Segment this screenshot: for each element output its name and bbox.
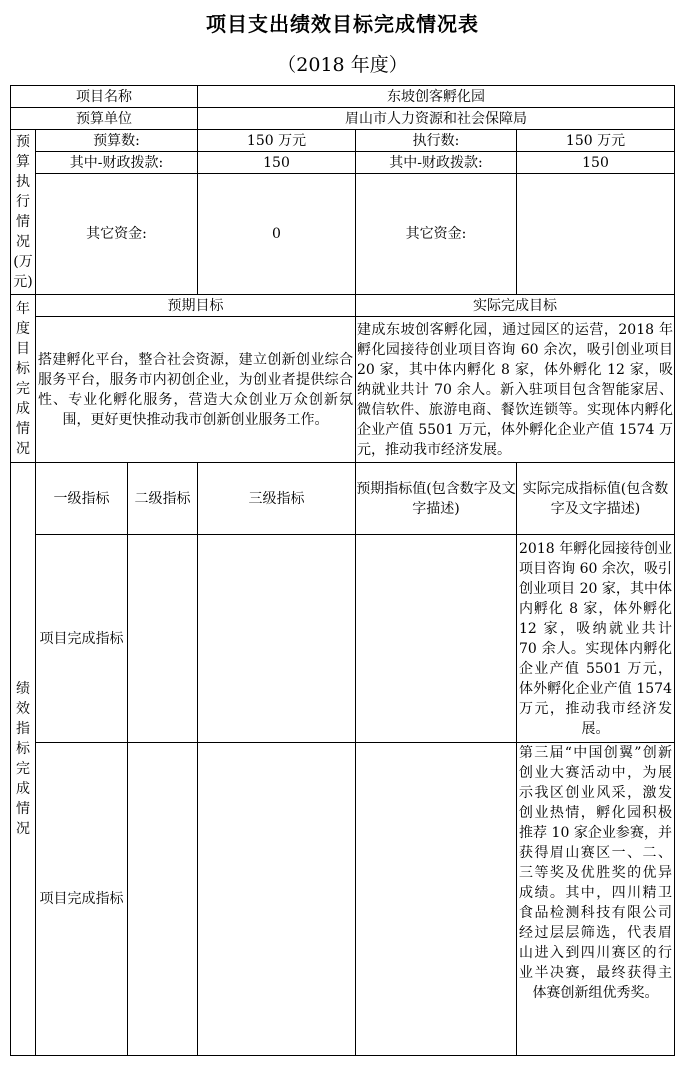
indicator-actual: 2018 年孵化园接待创业项目咨询 60 余次，吸引创业项目 20 家，其中体内孵化 8 家，体外孵化 12 家，吸纳就业共计 70 余人。实现体内孵化企业产值 5501 万元，体外孵化企业产值 1574 万元，推动我市经济发展。 <box>517 535 675 743</box>
budget-amount-row <box>11 130 675 152</box>
budget-amount-value: 150 万元 <box>198 130 356 152</box>
exec-amount-value: 150 万元 <box>517 130 675 152</box>
expected-target-text: 搭建孵化平台，整合社会资源，建立创新创业综合服务平台，服务市内初创企业，为创业者提供综合性、专业化孵化服务，营造大众创业万众创新氛围，更好更快推动我市创新创业服务工作。 <box>36 317 356 463</box>
indicator-level2 <box>128 743 198 1056</box>
annual-header-row <box>11 295 675 317</box>
performance-table <box>10 85 675 1056</box>
other-funds-exec-value <box>517 174 675 295</box>
indicator-col-level2: 二级指标 <box>128 463 198 535</box>
page-subtitle-year: （2018 年度） <box>277 54 408 76</box>
indicator-expected <box>356 743 517 1056</box>
expected-target-header: 预期目标 <box>36 295 356 317</box>
indicator-col-actual: 实际完成指标值(包含数字及文字描述) <box>517 463 675 535</box>
indicator-actual: 第三届“中国创翼”创新创业大赛活动中，为展示我区创业风采，激发创业热情，孵化园积极推荐 10 家企业参赛，并获得眉山赛区一、二、三等奖及优胜奖的优异成绩。其中，四川精卫食品检测科技有限公司经过层层筛选，代表眉山进入到四川赛区的行业半决赛，最终获得主体赛创新组优秀奖。 <box>517 743 675 1056</box>
fiscal-allocation-value: 150 <box>198 152 356 174</box>
indicator-level2 <box>128 535 198 743</box>
indicator-row <box>11 743 675 1056</box>
project-name-value: 东坡创客孵化园 <box>198 86 675 108</box>
budget-unit-row <box>11 108 675 130</box>
indicator-level3 <box>198 743 356 1056</box>
budget-section-label: 预算执行情况(万元) <box>11 130 36 295</box>
exec-amount-label: 执行数: <box>356 130 517 152</box>
project-name-row <box>11 86 675 108</box>
page-title: 项目支出绩效目标完成情况表 <box>206 12 479 36</box>
indicator-level1: 项目完成指标 <box>36 743 128 1056</box>
actual-target-text: 建成东坡创客孵化园，通过园区的运营，2018 年孵化园接待创业项目咨询 60 余次，吸引创业项目 20 家，其中体内孵化 8 家，体外孵化 12 家，吸纳就业共计 70 余人。新入驻项目包含智能家居、微信软件、旅游电商、餐饮连锁等。实现体内孵化企业产值 5501 万元，体外孵化企业产值 1574 万元，推动我市经济发展。 <box>356 317 675 463</box>
indicator-row <box>11 535 675 743</box>
indicator-header-row <box>11 463 675 535</box>
indicator-col-expected: 预期指标值(包含数字及文字描述) <box>356 463 517 535</box>
other-funds-label: 其它资金: <box>36 174 198 295</box>
fiscal-exec-label: 其中-财政拨款: <box>356 152 517 174</box>
indicator-col-level1: 一级指标 <box>36 463 128 535</box>
annual-content-row <box>11 317 675 463</box>
actual-target-header: 实际完成目标 <box>356 295 675 317</box>
indicator-level3 <box>198 535 356 743</box>
indicator-level1: 项目完成指标 <box>36 535 128 743</box>
indicator-col-level3: 三级指标 <box>198 463 356 535</box>
other-funds-value: 0 <box>198 174 356 295</box>
indicator-section-label: 绩效指标完成情况 <box>11 463 36 1056</box>
fiscal-allocation-label: 其中-财政拨款: <box>36 152 198 174</box>
budget-unit-value: 眉山市人力资源和社会保障局 <box>198 108 675 130</box>
indicator-expected <box>356 535 517 743</box>
fiscal-allocation-row <box>11 152 675 174</box>
project-name-label: 项目名称 <box>11 86 198 108</box>
fiscal-exec-value: 150 <box>517 152 675 174</box>
other-funds-exec-label: 其它资金: <box>356 174 517 295</box>
budget-unit-label: 预算单位 <box>11 108 198 130</box>
other-funds-row <box>11 174 675 295</box>
budget-amount-label: 预算数: <box>36 130 198 152</box>
annual-section-label: 年度目标完成情况 <box>11 295 36 463</box>
